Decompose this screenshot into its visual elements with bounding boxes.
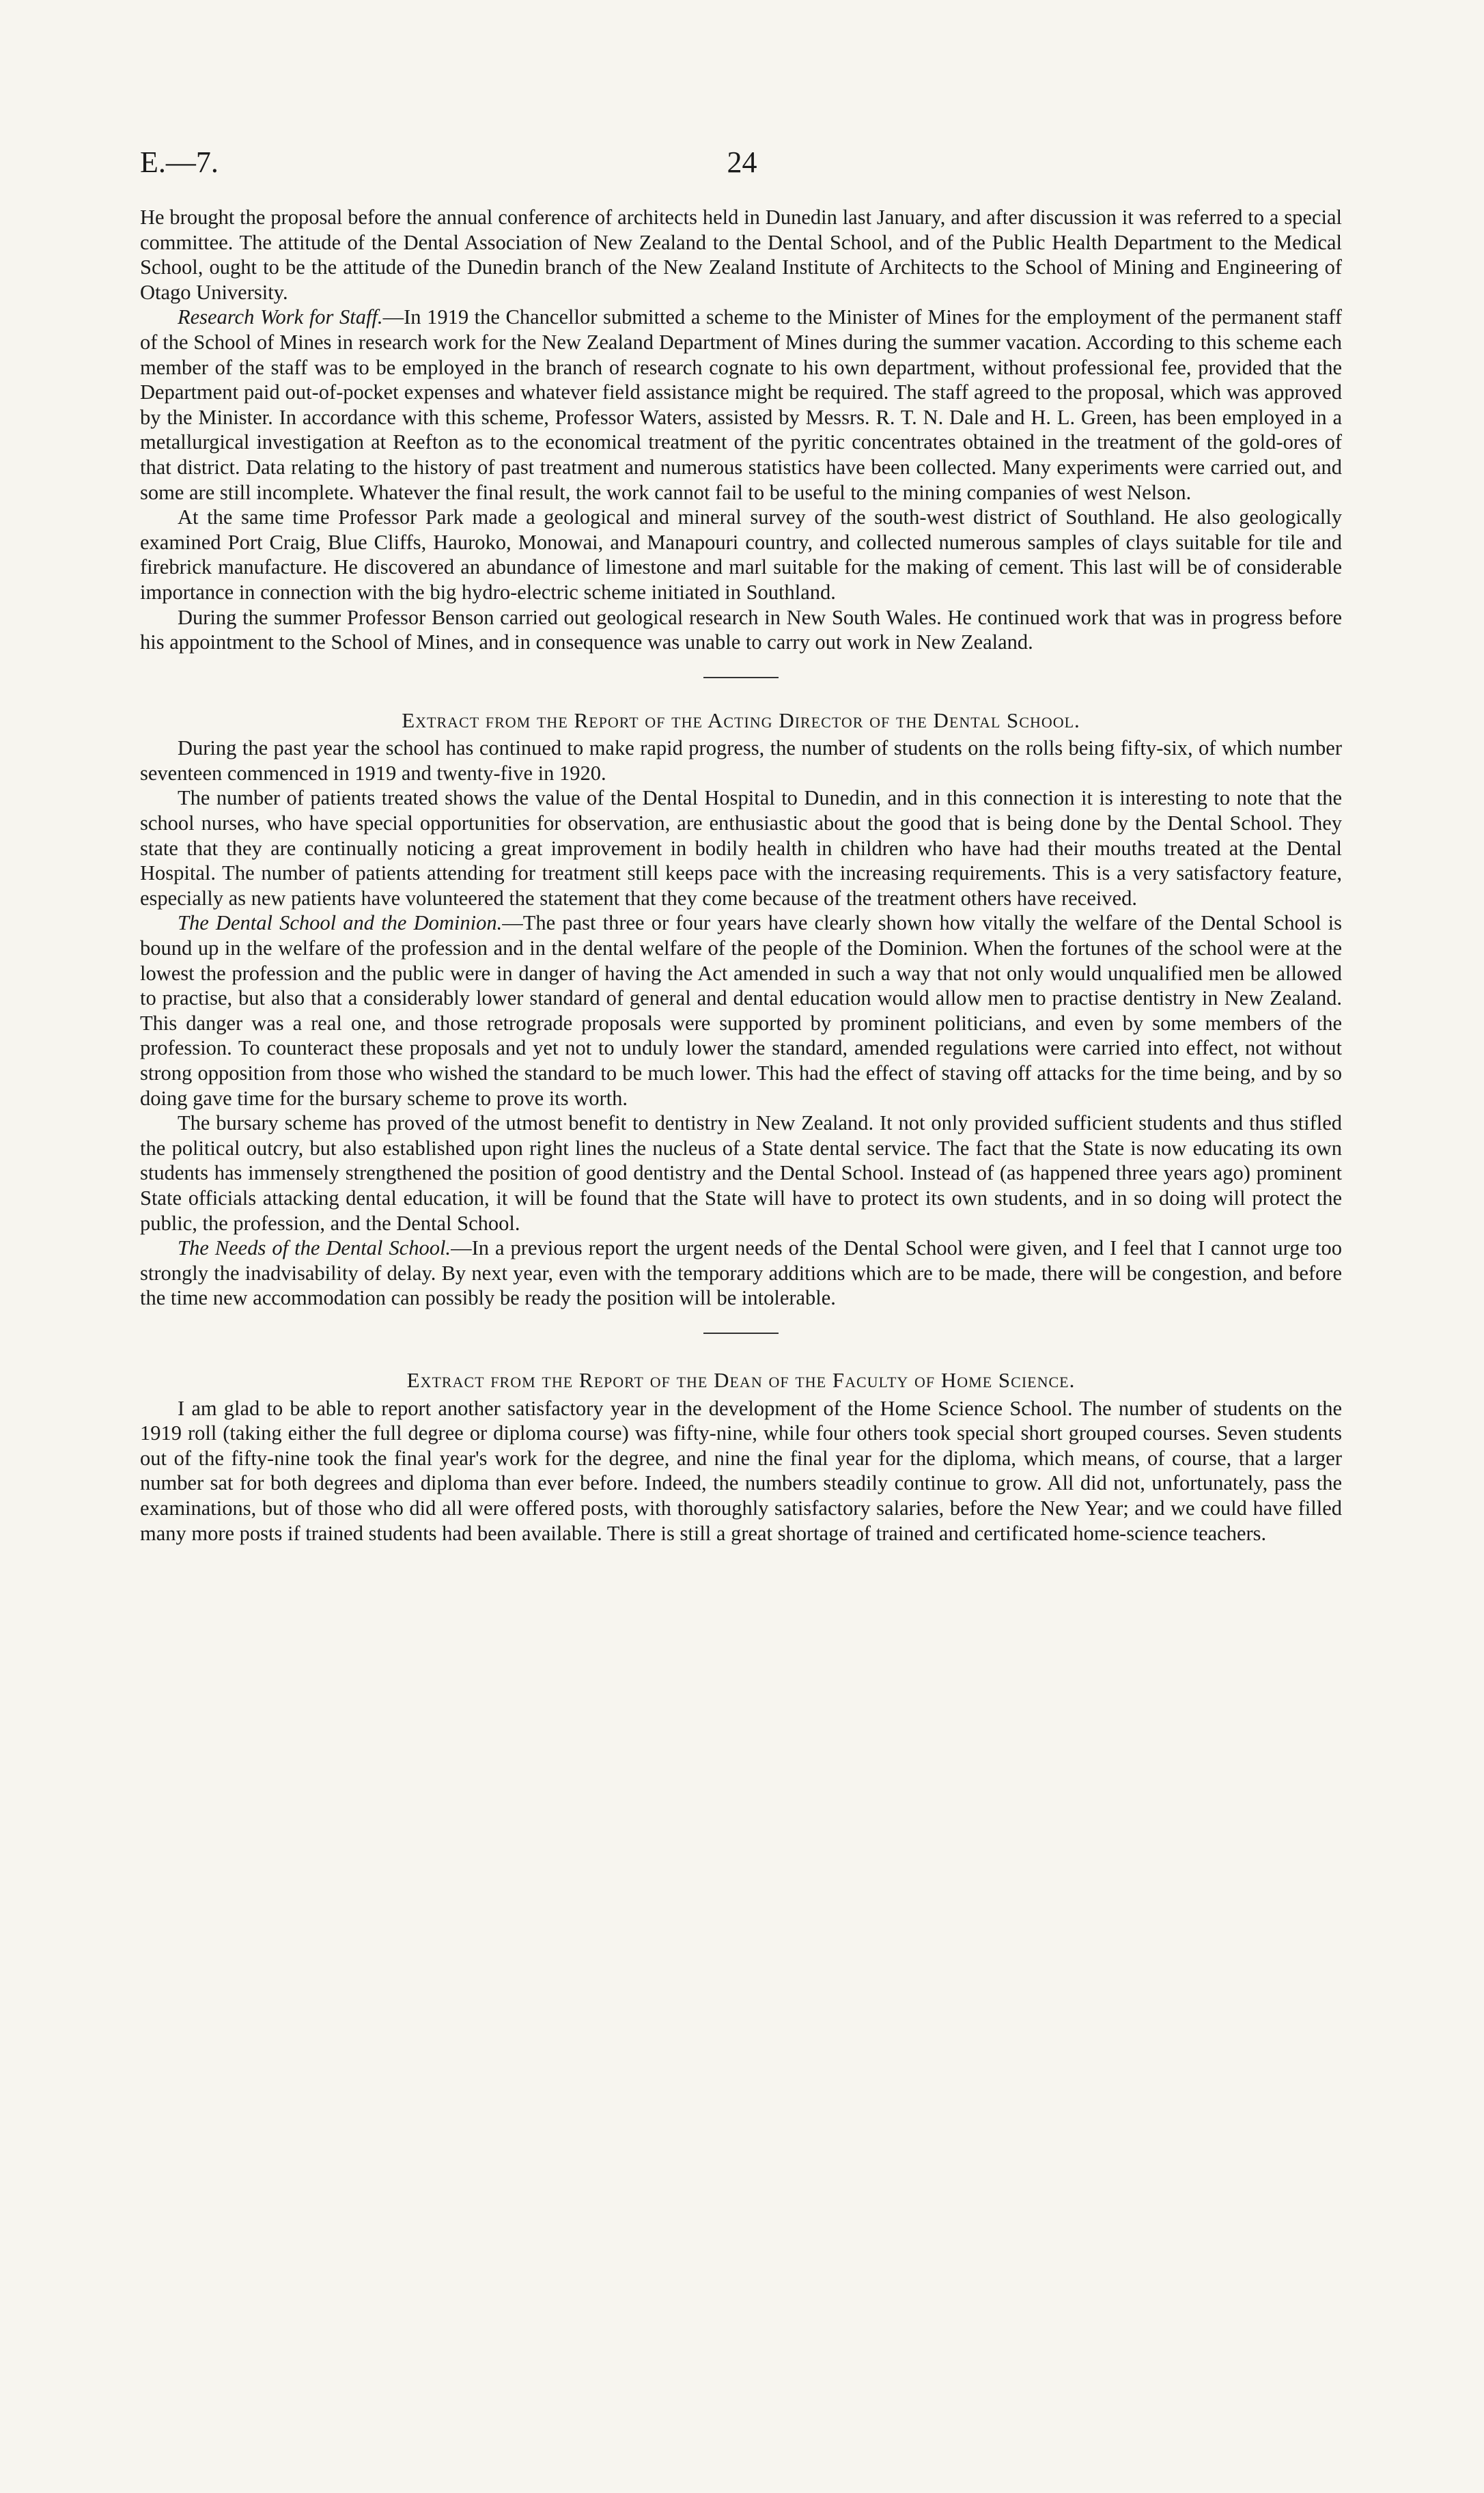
paragraph-dental-needs: [140, 1236, 1342, 1311]
document-reference: E.—7.: [140, 145, 219, 179]
paragraph-dental-progress: During the past year the school has continued to make rapid progress, the number of students on the rolls being fifty-six, of which number seventeen commenced in 1919 and twenty-five in 1920.: [140, 736, 1342, 785]
paragraph-home-science: I am glad to be able to report another satisfactory year in the development of the Home Science School. The number of students on the 1919 roll (taking either the full degree or diploma course) was fifty-nine, while four others took special short grouped courses. Seven students out of the fifty-nine took the final year's work for the degree, and nine the final year for the diploma, which means, of course, that a larger number sat for both degrees and diploma than ever before. Indeed, the numbers steadily continue to grow. All did not, unfortunately, pass the examinations, but of those who did all were offered posts, with thoroughly satisfactory salaries, before the New Year; and we could have filled many more posts if trained students had been available. There is still a great shortage of trained and certificated home-science teachers.: [140, 1396, 1342, 1545]
paragraph-dental-dominion: [140, 910, 1342, 1111]
paragraph-professor-park: At the same time Professor Park made a geological and mineral survey of the south-west district of Southland. He also geologically examined Port Craig, Blue Cliffs, Hauroko, Monowai, and Manapouri country, and collected numerous samples of clays suitable for tile and firebrick manufacture. He discovered an abundance of limestone and marl suitable for the making of cement. This last will be of considerable importance in connection with the big hydro-electric scheme initiated in Southland.: [140, 505, 1342, 604]
paragraph-research-work-text: —In 1919 the Chancellor submitted a scheme to the Minister of Mines for the employment of the permanent staff of the School of Mines in research work for the New Zealand Department of Mines during the summer vacation. According to this scheme each member of the staff was to be employed in the branch of research cognate to his own department, without professional fee, provided that the Department paid out-of-pocket expenses and whatever field assistance might be required. The staff agreed to the proposal, which was approved by the Minister. In accordance with this scheme, Professor Waters, assisted by Messrs. R. T. N. Dale and H. L. Green, has been employed in a metallurgical investigation at Reefton as to the economical treatment of the pyritic concentrates obtained in the treatment of the gold-ores of that district. Data relating to the history of past treatment and numerous statistics have been collected. Many experiments were carried out, and some are still incomplete. Whatever the final result, the work cannot fail to be useful to the mining companies of west Nelson.: [140, 305, 1342, 504]
paragraph-dental-needs-text: —In a previous report the urgent needs of the Dental School were given, and I feel that I cannot urge too strongly the inadvisability of delay. By next year, even with the temporary additions which are to be made, there will be congestion, and before the time new accommodation can possibly be ready the position will be intolerable.: [140, 1236, 1343, 1310]
page-number: 24: [727, 145, 757, 179]
running-head: [140, 145, 1344, 186]
paragraph-bursary-scheme: The bursary scheme has proved of the utmost benefit to dentistry in New Zealand. It not only provided sufficient students and thus stifled the political outcry, but also established upon right lines the nucleus of a State dental service. The fact that the State is now educating its own students has immensely strengthened the position of good dentistry and the Dental School. Instead of (as happened three years ago) prominent State officials attacking dental education, it will be found that the State will have to protect its own students, and in so doing will protect the public, the profession, and the Dental School.: [140, 1111, 1342, 1235]
paragraph-architects: He brought the proposal before the annual conference of architects held in Dunedin last January, and after discussion it was referred to a special committee. The attitude of the Dental Association of New Zealand to the Dental School, and of the Public Health Department to the Medical School, ought to be the attitude of the Dunedin branch of the New Zealand Institute of Architects to the School of Mining and Engineering of Otago University.: [140, 206, 1342, 304]
section-divider: [703, 677, 779, 678]
section-divider: [703, 1333, 779, 1334]
document-body: [140, 205, 1342, 1546]
paragraph-research-work-title: Research Work for Staff.: [178, 305, 383, 329]
paragraph-dental-needs-title: The Needs of the Dental School.: [178, 1236, 451, 1260]
dental-section-heading: Extract from the Report of the Acting Director of the Dental School.: [402, 708, 1080, 732]
paragraph-dental-dominion-title: The Dental School and the Dominion.: [178, 911, 503, 935]
paragraph-professor-benson: During the summer Professor Benson carried out geological research in New South Wales. He continued work that was in progress before his appointment to the School of Mines, and in consequence was unable to carry out work in New Zealand.: [140, 605, 1342, 654]
home-science-section-heading: Extract from the Report of the Dean of the Faculty of Home Science.: [406, 1367, 1076, 1392]
paragraph-research-work: [140, 305, 1342, 505]
paragraph-dental-dominion-text: —The past three or four years have clearly shown how vitally the welfare of the Dental School is bound up in the welfare of the profession and in the dental welfare of the people of the Dominion. When the fortunes of the school were at the lowest the profession and the public were in danger of having the Act amended in such a way that not only would unqualified men be allowed to practise, but also that a considerably lower standard of general and dental education would allow men to practise dentistry in New Zealand. This danger was a real one, and those retrograde proposals were supported by prominent politicians, and even by some members of the profession. To counteract these proposals and yet not to unduly lower the standard, amended regulations were carried into effect, not without strong opposition from those who wished the standard to be much lower. This had the effect of staving off attacks for the time being, and by so doing gave time for the bursary scheme to prove its worth.: [140, 911, 1342, 1110]
paragraph-dental-patients: The number of patients treated shows the value of the Dental Hospital to Dunedin, and in this connection it is interesting to note that the school nurses, who have special opportunities for observation, are enthusiastic about the good that is being done by the Dental School. They state that they are continually noticing a great improvement in bodily health in children who have had their mouths treated at the Dental Hospital. The number of patients attending for treatment still keeps pace with the increasing requirements. This is a very satisfactory feature, especially as new patients have volunteered the statement that they come because of the treatment others have received.: [140, 786, 1342, 910]
